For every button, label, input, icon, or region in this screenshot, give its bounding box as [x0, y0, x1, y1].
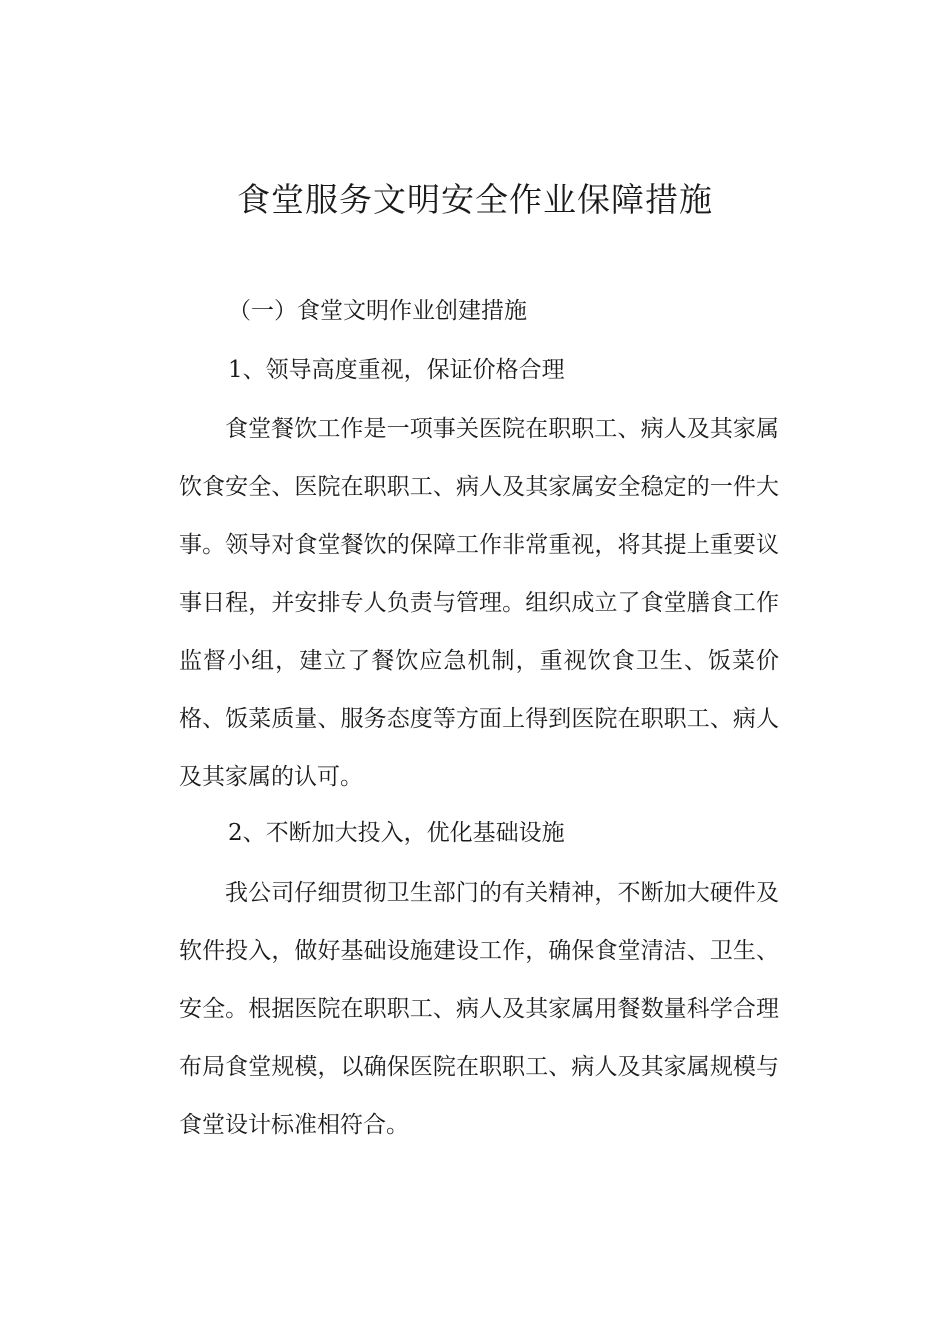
- item-heading-2: 2、不断加大投入，优化基础设施: [228, 820, 565, 846]
- paragraph-1: 食堂餐饮工作是一项事关医院在职职工、病人及其家属饮食安全、医院在职职工、病人及其家属安全稳定的一件大事。领导对食堂餐饮的保障工作非常重视，将其提上重要议事日程，并安排专人负责与管理。组织成立了食堂膳食工作监督小组，建立了餐饮应急机制，重视饮食卫生、饭菜价格、饭菜质量、服务态度等方面上得到医院在职职工、病人及其家属的认可。: [179, 416, 779, 790]
- section-heading: （一）食堂文明作业创建措施: [228, 298, 527, 324]
- document-title: 食堂服务文明安全作业保障措施: [237, 180, 713, 219]
- paragraph-2: 我公司仔细贯彻卫生部门的有关精神，不断加大硬件及软件投入，做好基础设施建设工作，确保食堂清洁、卫生、安全。根据医院在职职工、病人及其家属用餐数量科学合理布局食堂规模，以确保医院在职职工、病人及其家属规模与食堂设计标准相符合。: [179, 880, 779, 1138]
- item-heading-1: 1、领导高度重视，保证价格合理: [228, 357, 565, 383]
